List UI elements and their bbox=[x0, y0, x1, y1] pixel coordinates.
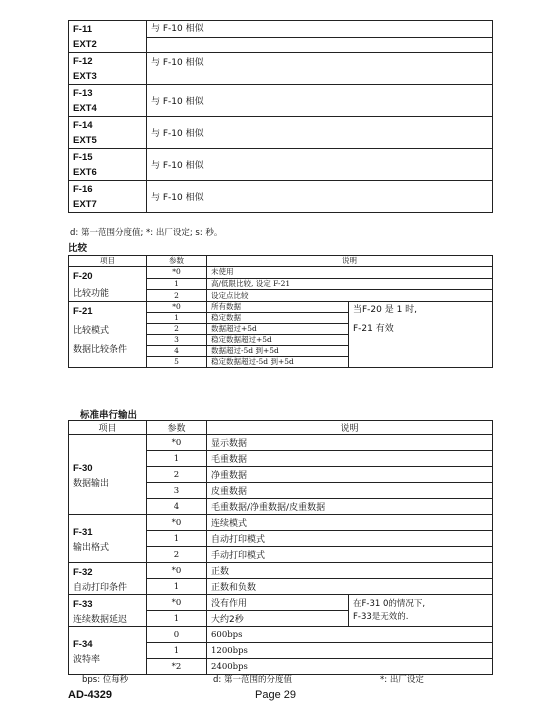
param-code-cell: F-33 连续数据延迟 bbox=[69, 595, 147, 627]
param-code-cell: F-20 比较功能 bbox=[69, 267, 147, 302]
table-row: F-31 输出格式 *0 连续模式 bbox=[69, 515, 493, 531]
param-code-cell: F-31 输出格式 bbox=[69, 515, 147, 563]
condition-note: 当F-20 是 1 时, F-21 有效 bbox=[349, 302, 493, 368]
table-row: F-33 连续数据延迟 *0 没有作用 在F-31 0的情况下, F-33是无效的. bbox=[69, 595, 493, 611]
table-row: 1 大约2秒 bbox=[69, 611, 493, 627]
table-row: 1 高/低限比较, 设定 F-21 bbox=[69, 278, 493, 290]
table-row: 1 1200bps bbox=[69, 643, 493, 659]
ext-table bbox=[68, 20, 493, 213]
table-row: 1 毛重数据 bbox=[69, 451, 493, 467]
table-row: 3 稳定数据超过+5d bbox=[69, 335, 493, 346]
desc-cell: 与 F-10 相似 bbox=[147, 21, 493, 53]
param-code-cell: F-34 波特率 bbox=[69, 627, 147, 675]
condition-note: 在F-31 0的情况下, F-33是无效的. bbox=[349, 595, 493, 627]
note-factory: *: 出厂设定 bbox=[380, 675, 424, 685]
note-legend: d: 第一范围分度值; *: 出厂设定; s: 秒。 bbox=[70, 228, 223, 238]
table-row: 1 正数和负数 bbox=[69, 579, 493, 595]
table-row: 1 自动打印模式 bbox=[69, 531, 493, 547]
table-row: F-21 比较模式 数据比较条件 *0 所有数据 当F-20 是 1 时, F-21 有效 bbox=[69, 302, 493, 313]
table-row: *2 2400bps bbox=[69, 659, 493, 675]
table-row: F-14 EXT5 与 F-10 相似 bbox=[69, 117, 493, 149]
compare-table bbox=[68, 255, 493, 368]
section-title-compare: 比较 bbox=[68, 243, 88, 254]
footer-page-number: Page 29 bbox=[255, 689, 296, 701]
note-division: d: 第一范围的分度值 bbox=[213, 675, 292, 685]
table-header: 项目 参数 说明 bbox=[69, 256, 493, 267]
table-row: 3 皮重数据 bbox=[69, 483, 493, 499]
table-row: 4 数据超过-5d 到+5d bbox=[69, 346, 493, 357]
param-code-cell: F-11 EXT2 bbox=[69, 21, 147, 53]
table-row: 1 稳定数据 bbox=[69, 313, 493, 324]
table-row: 2 数据超过+5d bbox=[69, 324, 493, 335]
footer-model: AD-4329 bbox=[68, 689, 113, 701]
table-row: F-32 自动打印条件 *0 正数 bbox=[69, 563, 493, 579]
table-row: F-15 EXT6 与 F-10 相似 bbox=[69, 149, 493, 181]
param-code-cell: F-21 比较模式 数据比较条件 bbox=[69, 302, 147, 368]
table-row: 4 毛重数据/净重数据/皮重数据 bbox=[69, 499, 493, 515]
table-row: 2 手动打印模式 bbox=[69, 547, 493, 563]
table-row bbox=[69, 21, 493, 53]
table-row: F-30 数据输出 *0 显示数据 bbox=[69, 435, 493, 451]
table-row: F-13 EXT4 与 F-10 相似 bbox=[69, 85, 493, 117]
table-row: F-34 波特率 0 600bps bbox=[69, 627, 493, 643]
table-row: F-20 比较功能 *0 未使用 bbox=[69, 267, 493, 279]
table-row: 2 设定点比较 bbox=[69, 290, 493, 302]
param-code-cell: F-32 自动打印条件 bbox=[69, 563, 147, 595]
table-row: 2 净重数据 bbox=[69, 467, 493, 483]
serial-table bbox=[68, 420, 493, 675]
table-row: F-12 EXT3 与 F-10 相似 bbox=[69, 53, 493, 85]
table-row: F-16 EXT7 与 F-10 相似 bbox=[69, 181, 493, 213]
note-bps: bps: 位每秒 bbox=[82, 675, 129, 685]
param-code-cell: F-30 数据输出 bbox=[69, 435, 147, 515]
table-row: 5 稳定数据超过-5d 到+5d bbox=[69, 357, 493, 368]
table-header: 项目 参数 说明 bbox=[69, 421, 493, 435]
section-title-serial: 标准串行输出 bbox=[80, 410, 138, 421]
